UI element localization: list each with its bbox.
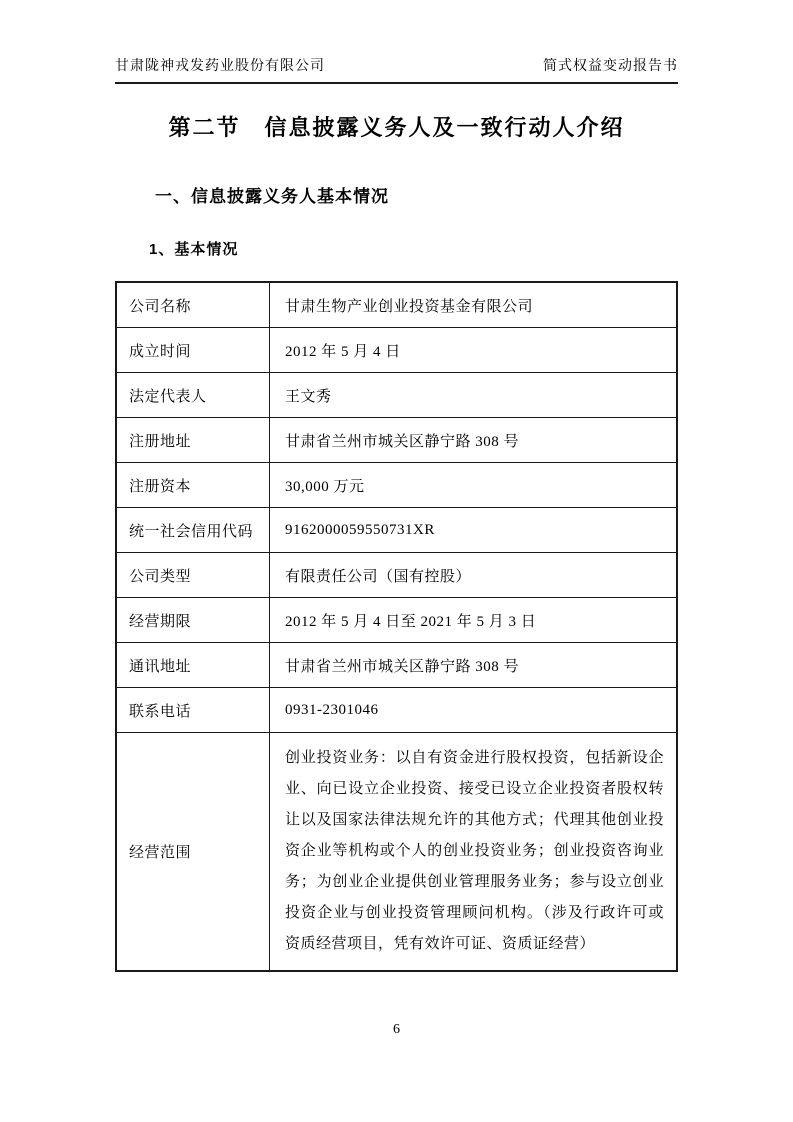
section-heading: 一、信息披露义务人基本情况 (155, 187, 389, 206)
row-label: 经营期限 (116, 598, 270, 643)
row-value: 有限责任公司（国有控股） (270, 553, 678, 598)
row-label: 公司名称 (116, 282, 270, 328)
table-row (116, 463, 677, 508)
subsection-heading: 1、基本情况 (149, 241, 239, 258)
row-value: 9162000059550731XR (270, 508, 678, 553)
row-label: 成立时间 (116, 328, 270, 373)
header-company-name: 甘肃陇神戎发药业股份有限公司 (115, 59, 325, 74)
row-label: 公司类型 (116, 553, 270, 598)
row-value: 30,000 万元 (270, 463, 678, 508)
table-row (116, 733, 677, 972)
table-row (116, 688, 677, 733)
table-row (116, 643, 677, 688)
row-value: 甘肃省兰州市城关区静宁路 308 号 (270, 643, 678, 688)
chapter-title: 第二节 信息披露义务人及一致行动人介绍 (168, 115, 625, 140)
header-doc-type: 简式权益变动报告书 (543, 59, 678, 74)
row-label: 统一社会信用代码 (116, 508, 270, 553)
row-label: 联系电话 (116, 688, 270, 733)
row-value: 2012 年 5 月 4 日至 2021 年 5 月 3 日 (270, 598, 678, 643)
row-value-business-scope: 创业投资业务：以自有资金进行股权投资，包括新设企业、向已设立企业投资、接受已设立企业投资者股权转让以及国家法律法规允许的其他方式；代理其他创业投资企业等机构或个人的创业投资业务；创业投资咨询业务；为创业企业提供创业管理服务业务；参与设立创业投资企业与创业投资管理顾问机构。（涉及行政许可或资质经营项目，凭有效许可证、资质证经营） (270, 733, 678, 972)
row-value: 甘肃生物产业创业投资基金有限公司 (270, 282, 678, 328)
table-row (116, 598, 677, 643)
row-label: 法定代表人 (116, 373, 270, 418)
row-label: 注册资本 (116, 463, 270, 508)
table-row (116, 418, 677, 463)
row-label: 注册地址 (116, 418, 270, 463)
table-row (116, 373, 677, 418)
table-row (116, 508, 677, 553)
table-row (116, 328, 677, 373)
row-value: 2012 年 5 月 4 日 (270, 328, 678, 373)
row-label: 经营范围 (116, 733, 270, 972)
row-value: 甘肃省兰州市城关区静宁路 308 号 (270, 418, 678, 463)
table-row (116, 553, 677, 598)
basic-info-table (115, 281, 678, 972)
page-header (115, 55, 678, 84)
page-number: 6 (393, 1022, 400, 1037)
table-row (116, 282, 677, 328)
page-content (115, 0, 678, 972)
row-value: 王文秀 (270, 373, 678, 418)
row-value: 0931-2301046 (270, 688, 678, 733)
row-label: 通讯地址 (116, 643, 270, 688)
